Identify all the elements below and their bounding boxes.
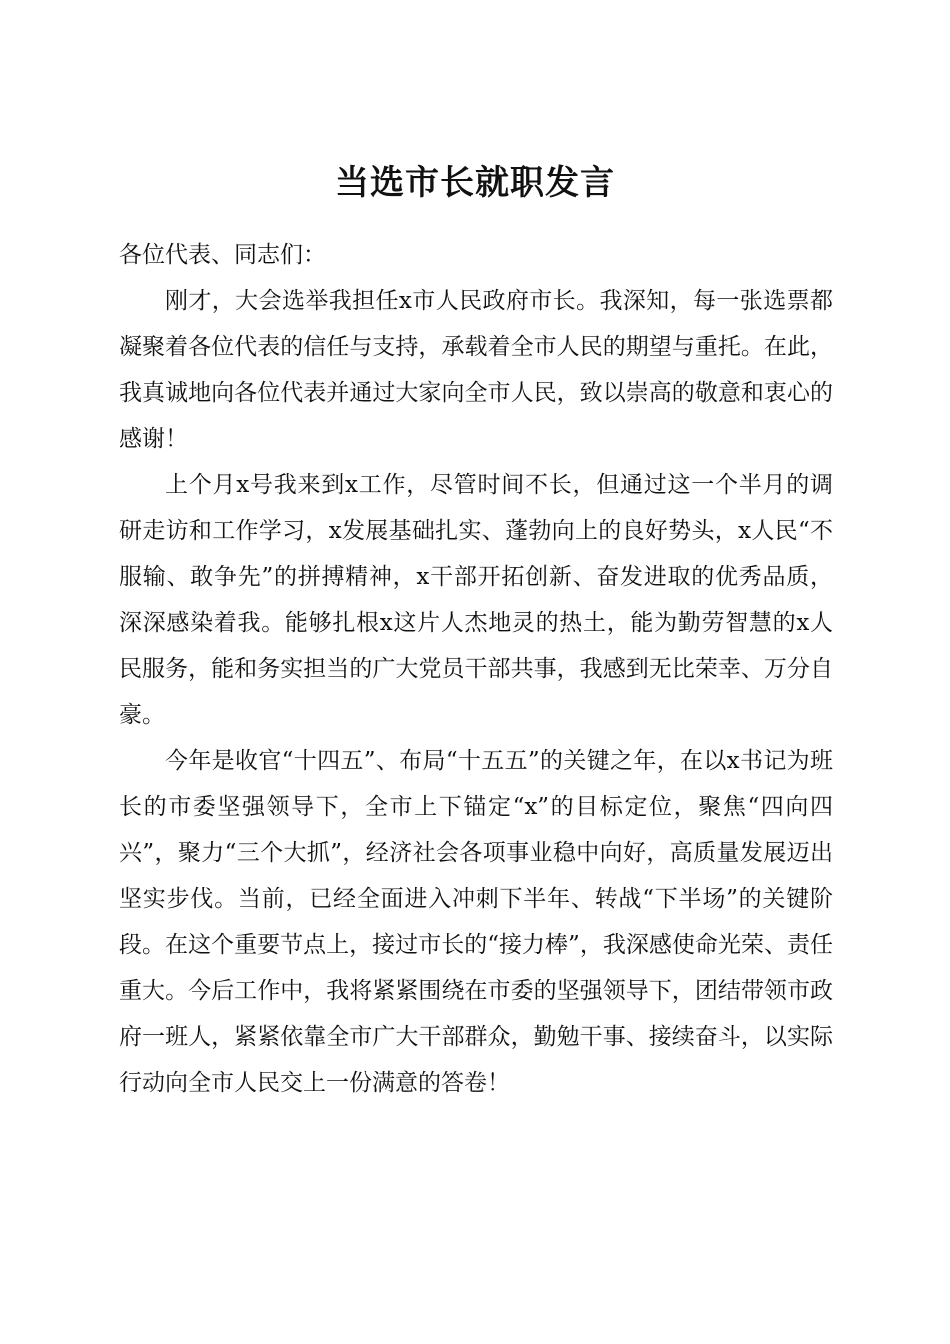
paragraph-2: 上个月x号我来到x工作，尽管时间不长，但通过这一个半月的调研走访和工作学习，x发展基础扎实、蓬勃向上的良好势头，x人民“不服输、敢争先”的拼搏精神，x干部开拓创新、奋发进取的优秀品质，深深感染着我。能够扎根x这片人杰地灵的热土，能为勤劳智慧的x人民服务，能和务实担当的广大党员干部共事，我感到无比荣幸、万分自豪。 [119, 472, 833, 728]
document-body [119, 232, 833, 1106]
document-title: 当选市长就职发言 [335, 162, 615, 203]
paragraph-3: 今年是收官“十四五”、布局“十五五”的关键之年，在以x书记为班长的市委坚强领导下，全市上下锚定“x”的目标定位，聚焦“四向四兴”，聚力“三个大抓”，经济社会各项事业稳中向好，高质量发展迈出坚实步伐。当前，已经全面进入冲刺下半年、转战“下半场”的关键阶段。在这个重要节点上，接过市长的“接力棒”，我深感使命光荣、责任重大。今后工作中，我将紧紧围绕在市委的坚强领导下，团结带领市政府一班人，紧紧依靠全市广大干部群众，勤勉干事、接续奋斗，以实际行动向全市人民交上一份满意的答卷！ [119, 748, 833, 1096]
salutation: 各位代表、同志们： [119, 242, 326, 268]
paragraph-1: 刚才，大会选举我担任x市人民政府市长。我深知，每一张选票都凝聚着各位代表的信任与支持，承载着全市人民的期望与重托。在此，我真诚地向各位代表并通过大家向全市人民，致以崇高的敬意和衷心的感谢！ [119, 288, 833, 452]
